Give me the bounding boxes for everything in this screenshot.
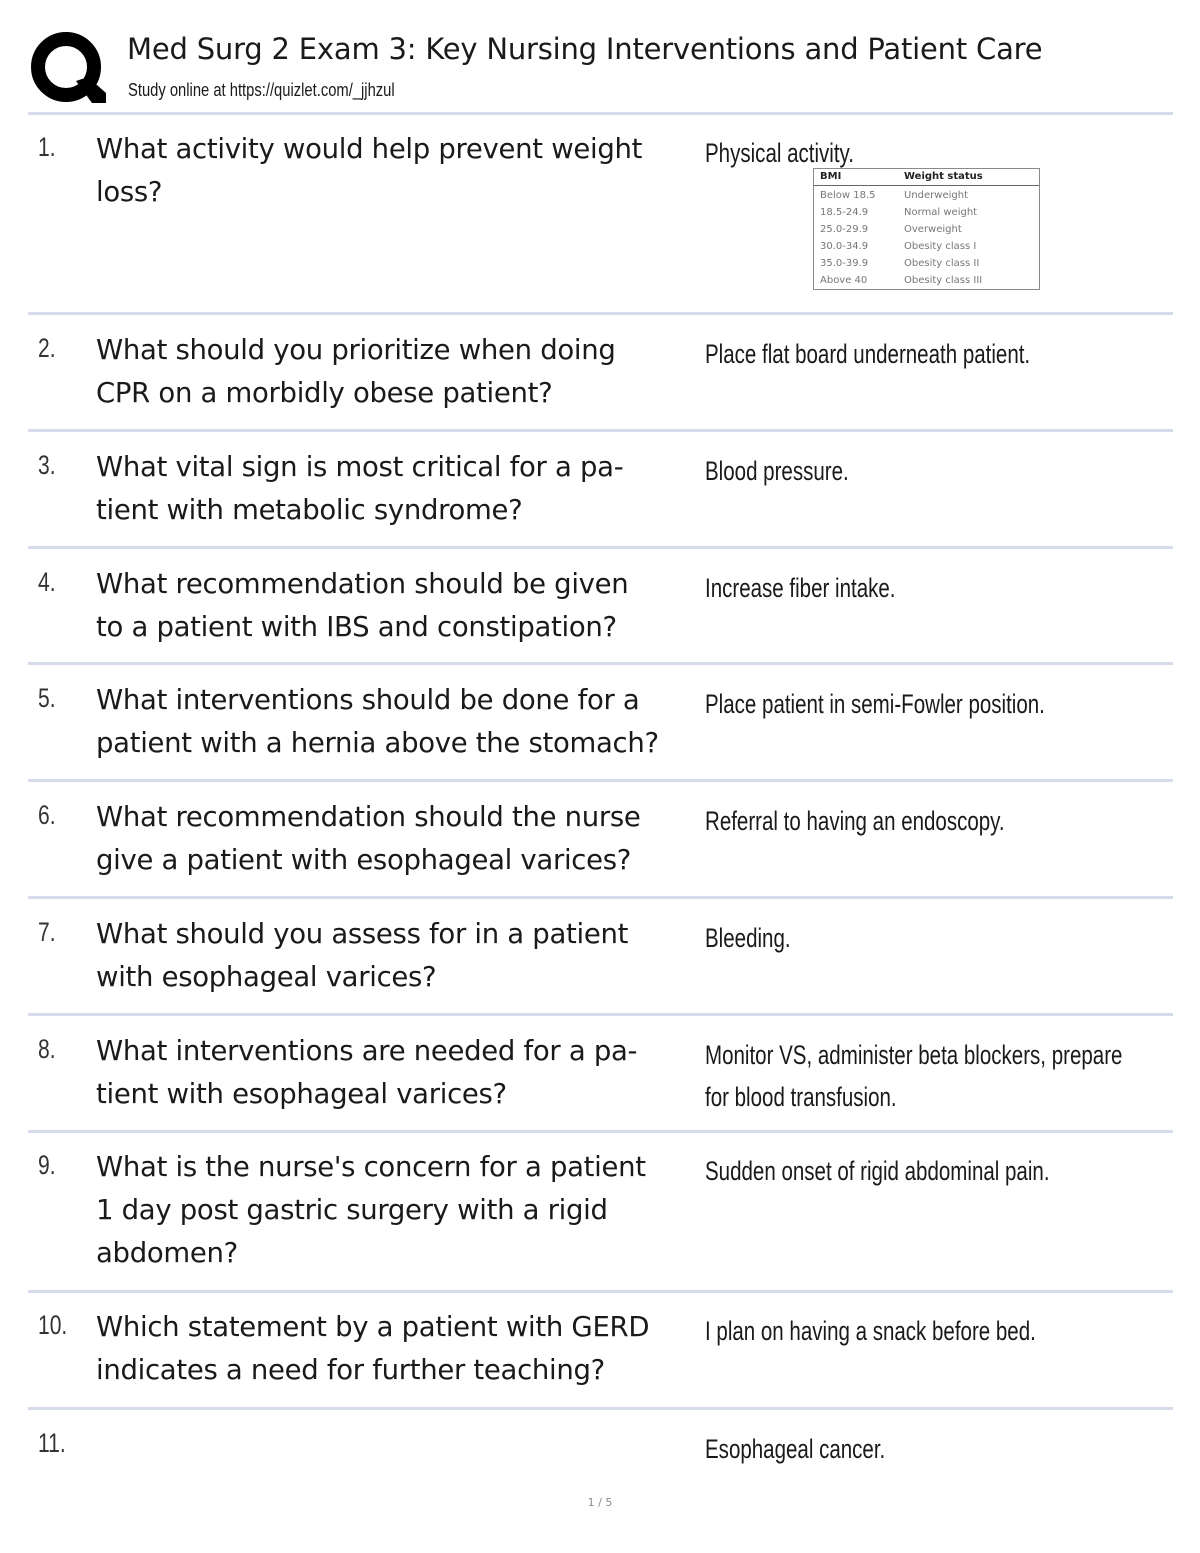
card-question [96, 796, 706, 882]
divider [28, 429, 1173, 432]
answer-line: Physical activity. [705, 138, 855, 168]
answer-line: Place flat board underneath patient. [705, 339, 1031, 369]
card-question [96, 1306, 706, 1392]
question-line: patient with a hernia above the stomach? [96, 727, 659, 759]
bmi-cell: 25.0-29.9 [820, 224, 869, 235]
answer-line: Esophageal cancer. [705, 1434, 886, 1464]
question-line: What should you assess for in a patient [96, 918, 629, 950]
question-line: What recommendation should be given [96, 568, 629, 600]
card-question [96, 1030, 706, 1116]
divider [28, 312, 1173, 315]
bmi-cell: Overweight [904, 224, 962, 235]
answer-line: for blood transfusion. [705, 1082, 897, 1112]
study-online-link[interactable]: Study online at https://quizlet.com/_jjhzul [128, 80, 395, 100]
bmi-cell: Underweight [904, 190, 968, 201]
question-line: 1 day post gastric surgery with a rigid [96, 1194, 608, 1226]
card-answer [705, 1310, 1036, 1352]
card-question [96, 329, 706, 415]
card-number: 8. [38, 1034, 56, 1064]
card-answer [705, 1428, 885, 1470]
question-line: What interventions are needed for a pa- [96, 1035, 638, 1067]
bmi-cell: Normal weight [904, 207, 978, 218]
card-answer [705, 800, 1005, 842]
card-number: 11. [38, 1428, 66, 1458]
question-line: with esophageal varices? [96, 961, 437, 993]
divider [28, 546, 1173, 549]
question-line: What vital sign is most critical for a pa- [96, 451, 624, 483]
divider [28, 1290, 1173, 1293]
card-number: 2. [38, 333, 56, 363]
divider [28, 1407, 1173, 1410]
bmi-cell: Below 18.5 [820, 190, 876, 201]
card-question [96, 913, 706, 999]
card-answer [705, 1034, 1122, 1118]
page-header [0, 0, 1200, 112]
question-line: What is the nurse's concern for a patient [96, 1151, 646, 1183]
card-answer [705, 1150, 1050, 1192]
divider [28, 662, 1173, 665]
card-question [96, 128, 706, 214]
answer-line: Increase fiber intake. [705, 573, 896, 603]
card-number: 7. [38, 917, 56, 947]
bmi-cell: Obesity class II [904, 258, 980, 269]
page-number: 1 / 5 [587, 1496, 613, 1509]
bmi-header-cell: Weight status [904, 171, 983, 182]
bmi-header-cell: BMI [820, 171, 842, 182]
bmi-cell: 18.5-24.9 [820, 207, 869, 218]
question-line: give a patient with esophageal varices? [96, 844, 632, 876]
answer-line: Bleeding. [705, 923, 791, 953]
answer-line: Monitor VS, administer beta blockers, prepare [705, 1040, 1123, 1070]
question-line: What activity would help prevent weight [96, 133, 643, 165]
card-number: 5. [38, 683, 56, 713]
question-line: to a patient with IBS and constipation? [96, 611, 617, 643]
answer-line: Blood pressure. [705, 456, 849, 486]
question-line: loss? [96, 176, 163, 208]
answer-line: I plan on having a snack before bed. [705, 1316, 1036, 1346]
card-number: 6. [38, 800, 56, 830]
divider [28, 1130, 1173, 1133]
divider [28, 896, 1173, 899]
card-question [96, 1146, 706, 1275]
question-line: tient with metabolic syndrome? [96, 494, 523, 526]
question-line: Which statement by a patient with GERD [96, 1311, 650, 1343]
card-number: 1. [38, 132, 56, 162]
divider [28, 112, 1173, 115]
answer-line: Sudden onset of rigid abdominal pain. [705, 1156, 1050, 1186]
card-number: 3. [38, 450, 56, 480]
card-answer [705, 333, 1030, 375]
card-question [96, 679, 706, 765]
question-line: What should you prioritize when doing [96, 334, 616, 366]
card-answer [705, 450, 849, 492]
question-line: tient with esophageal varices? [96, 1078, 507, 1110]
bmi-cell: 30.0-34.9 [820, 241, 869, 252]
card-number: 10. [38, 1310, 68, 1340]
bmi-table-header [814, 169, 1039, 186]
bmi-cell: 35.0-39.9 [820, 258, 869, 269]
question-line: abdomen? [96, 1237, 238, 1269]
card-question [96, 446, 706, 532]
card-answer [705, 683, 1045, 725]
bmi-cell: Obesity class I [904, 241, 977, 252]
bmi-cell: Above 40 [820, 275, 868, 286]
question-line: CPR on a morbidly obese patient? [96, 377, 553, 409]
question-line: What recommendation should the nurse [96, 801, 641, 833]
answer-line: Referral to having an endoscopy. [705, 806, 1005, 836]
divider [28, 1013, 1173, 1016]
card-number: 9. [38, 1150, 56, 1180]
divider [28, 779, 1173, 782]
bmi-table-image [813, 168, 1040, 290]
question-line: What interventions should be done for a [96, 684, 640, 716]
card-answer [705, 917, 791, 959]
answer-line: Place patient in semi-Fowler position. [705, 689, 1045, 719]
card-answer [705, 567, 895, 609]
quizlet-logo-icon [30, 31, 106, 107]
card-number: 4. [38, 567, 56, 597]
card-question [96, 563, 706, 649]
bmi-cell: Obesity class III [904, 275, 983, 286]
question-line: indicates a need for further teaching? [96, 1354, 605, 1386]
document-title: Med Surg 2 Exam 3: Key Nursing Interventions and Patient Care [127, 32, 1043, 66]
